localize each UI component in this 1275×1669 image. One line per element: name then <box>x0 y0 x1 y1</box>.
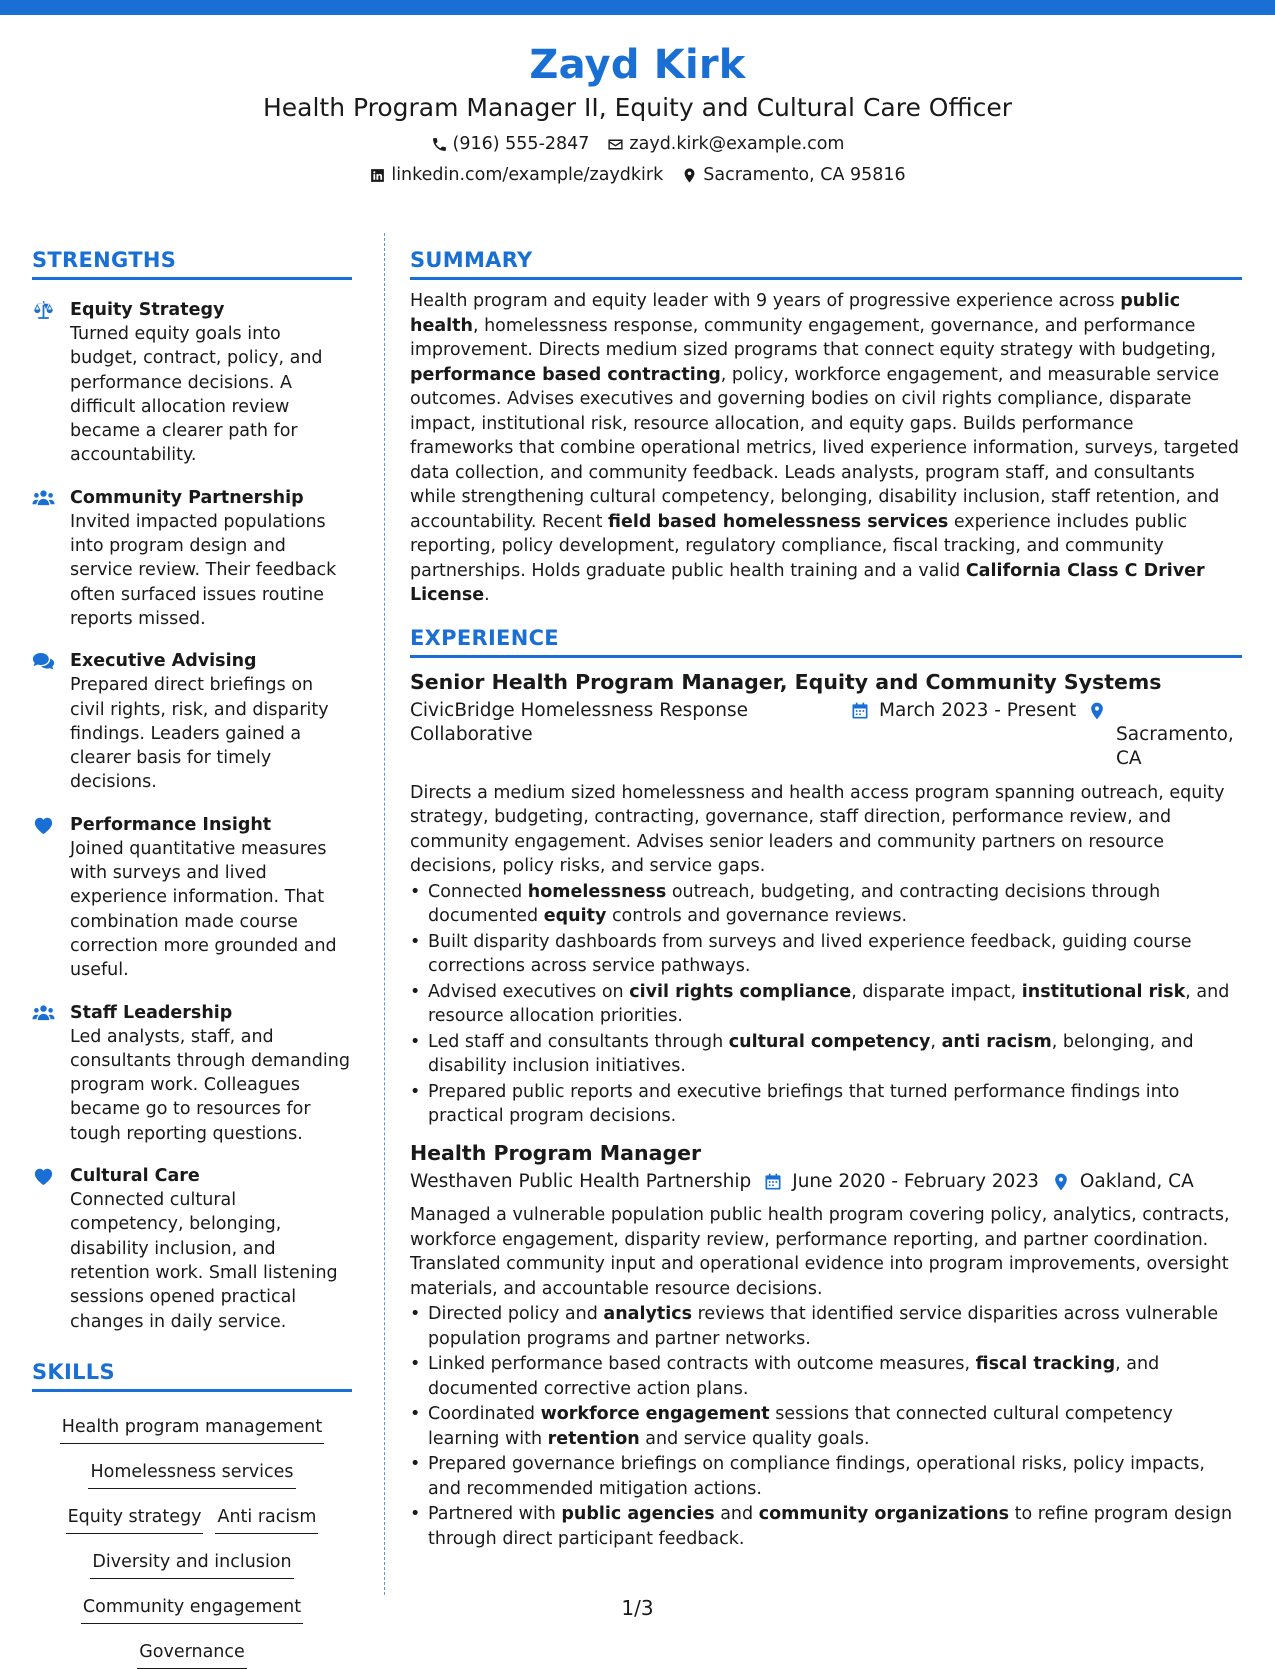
strength-item <box>32 1001 352 1146</box>
contact-email[interactable] <box>607 134 844 154</box>
role-dates <box>850 699 1087 724</box>
bullet-item: • Connected homelessness outreach, budgeting, and contracting decisions through documented equity controls and governance reviews. <box>410 880 1242 929</box>
role-bullets <box>410 880 1242 1129</box>
strength-item <box>32 298 352 468</box>
linkedin-text: linkedin.com/example/zaydkirk <box>391 165 664 185</box>
skill-row <box>66 1505 319 1534</box>
role-dates-text: June 2020 - February 2023 <box>792 1170 1039 1192</box>
emphasis-text: equity <box>543 906 607 926</box>
comments-icon <box>32 651 55 671</box>
role-location <box>1051 1170 1194 1195</box>
contact-linkedin[interactable] <box>369 165 663 185</box>
page-number: 1/3 <box>621 1596 654 1620</box>
strength-title: Performance Insight <box>70 814 272 835</box>
experience-role <box>410 668 1242 1129</box>
strength-item <box>32 486 352 631</box>
role-title: Health Program Manager <box>410 1140 702 1165</box>
emphasis-text: retention <box>547 1428 640 1449</box>
users-icon <box>32 1003 55 1023</box>
bullet-item: • Directed policy and analytics reviews that identified service disparities across vulnerable population programs and partner networks. <box>410 1302 1242 1351</box>
role-location-text: Oakland, CA <box>1079 1170 1194 1192</box>
skill-row <box>90 1550 293 1579</box>
experience-role <box>410 1139 1242 1552</box>
strength-title: Staff Leadership <box>70 1002 233 1023</box>
strength-title: Community Partnership <box>70 487 304 508</box>
strength-desc: Turned equity goals into budget, contract, policy, and performance decisions. A difficult allocation review became a clearer path for accountability. <box>70 324 323 466</box>
scale-icon <box>32 300 55 320</box>
emphasis-text: performance based contracting <box>410 364 721 385</box>
bullet-item: • Prepared public reports and executive briefings that turned performance findings into practical program decisions. <box>410 1080 1242 1129</box>
heart-icon <box>32 1166 55 1186</box>
emphasis-text: public health <box>410 291 1181 336</box>
role-desc: Managed a vulnerable population public health program covering policy, analytics, contracts, workforce engagement, disparity review, performance reporting, and partner coordination. Translated community input and operational evidence into program improvements, oversight materials, and accountable resource decisions. <box>410 1205 1230 1299</box>
column-divider <box>384 233 385 1595</box>
phone-icon <box>431 136 448 153</box>
strength-title: Equity Strategy <box>70 300 225 320</box>
skill-tag: Diversity and inclusion <box>90 1550 293 1579</box>
envelope-icon <box>607 136 624 153</box>
contact-row-2 <box>0 165 1275 185</box>
calendar-icon <box>850 701 870 721</box>
calendar-icon <box>763 1172 783 1192</box>
summary-heading: SUMMARY <box>410 248 1242 280</box>
emphasis-text: public agencies <box>561 1504 715 1524</box>
emphasis-text: California Class C Driver License <box>410 560 1205 605</box>
phone-text: (916) 555-2847 <box>452 134 590 154</box>
role-bullets <box>410 1302 1242 1551</box>
bullet-item: • Partnered with public agencies and community organizations to refine program design through direct participant feedback. <box>410 1502 1242 1551</box>
strength-title: Executive Advising <box>70 651 257 672</box>
bullet-item: • Coordinated workforce engagement sessions that connected cultural competency learning with retention and service quality goals. <box>410 1402 1242 1451</box>
skill-tag: Equity strategy <box>66 1505 204 1534</box>
role-dates <box>763 1170 1039 1195</box>
emphasis-text: cultural competency <box>728 1031 931 1052</box>
role-dates-text: March 2023 - Present <box>879 699 1077 721</box>
skills-heading: SKILLS <box>32 1360 352 1392</box>
heart-icon <box>32 815 55 835</box>
left-column <box>32 248 352 1669</box>
emphasis-text: workforce engagement <box>540 1404 770 1424</box>
emphasis-text: homelessness <box>527 881 667 902</box>
contact-location <box>681 165 905 185</box>
skill-tag: Homelessness services <box>88 1460 295 1489</box>
skill-tag: Governance <box>137 1640 247 1669</box>
strength-item <box>32 649 352 794</box>
role-desc: Directs a medium sized homelessness and health access program spanning outreach, equity strategy, budgeting, contracting, governance, staff direction, performance review, and community engagement. Advises senior leaders and community partners on resource decisions, policy risks, and service gaps. <box>410 782 1225 876</box>
skill-tag: Community engagement <box>81 1595 303 1624</box>
emphasis-text: institutional risk <box>1021 981 1186 1002</box>
role-company: Westhaven Public Health Partnership <box>410 1170 752 1192</box>
bullet-item: • Led staff and consultants through cultural competency, anti racism, belonging, and disability inclusion initiatives. <box>410 1030 1242 1079</box>
emphasis-text: civil rights compliance <box>629 981 852 1002</box>
strength-desc: Invited impacted populations into program design and service review. Their feedback often surfaced issues routine reports missed. <box>70 511 337 629</box>
role-company: CivicBridge Homelessness Response Collaborative <box>410 699 749 745</box>
candidate-title: Health Program Manager II, Equity and Cultural Care Officer <box>262 93 1013 122</box>
role-meta <box>410 1170 1242 1195</box>
skill-row <box>137 1640 247 1669</box>
users-icon <box>32 488 55 508</box>
candidate-name: Zayd Kirk <box>529 42 746 88</box>
linkedin-icon <box>369 167 386 184</box>
bullet-item: • Built disparity dashboards from surveys and lived experience feedback, guiding course corrections across service pathways. <box>410 930 1242 979</box>
emphasis-text: fiscal tracking <box>975 1354 1116 1374</box>
emphasis-text: community organizations <box>758 1504 1010 1524</box>
bullet-item: • Prepared governance briefings on compliance findings, operational risks, policy impacts, and recommended mitigation actions. <box>410 1452 1242 1501</box>
role-title: Senior Health Program Manager, Equity and Community Systems <box>410 669 1162 694</box>
contact-phone[interactable] <box>431 134 590 154</box>
map-pin-icon <box>1051 1172 1071 1192</box>
strength-title: Cultural Care <box>70 1166 200 1187</box>
summary-text: Health program and equity leader with 9 years of progressive experience across public health, homelessness response, community engagement, governance, and performance improvement. Directs medium sized programs that connect equity strategy with budgeting, performance based contracting, policy, workforce engagement, and measurable service outcomes. Advises executives and governing bodies on civil rights compliance, disparate impact, institutional risk, resource allocation, and equity gaps. Builds performance frameworks that combine operational metrics, lived experience information, surveys, targeted data collection, and community feedback. Leads analysts, program staff, and consultants while strengthening cultural competency, belonging, disability inclusion, staff retention, and accountability. Recent field based homelessness services experience includes public reporting, policy development, regulatory compliance, fiscal tracking, and community partnerships. Holds graduate public health training and a valid California Class C Driver License. <box>410 291 1239 605</box>
experience-section <box>410 626 1242 1552</box>
strength-item <box>32 813 352 983</box>
bullet-item: • Linked performance based contracts with outcome measures, fiscal tracking, and documented corrective action plans. <box>410 1352 1242 1401</box>
skill-row <box>88 1460 295 1489</box>
skill-tag: Anti racism <box>215 1505 318 1534</box>
experience-heading: EXPERIENCE <box>410 626 1242 658</box>
strength-desc: Joined quantitative measures with surveys and lived experience information. That combination made course correction more grounded and useful. <box>70 838 337 981</box>
bullet-item: • Advised executives on civil rights compliance, disparate impact, institutional risk, and resource allocation priorities. <box>410 980 1242 1029</box>
skill-tag: Health program management <box>60 1415 325 1444</box>
role-location <box>1087 699 1234 772</box>
top-accent-bar <box>0 0 1275 15</box>
skills-list <box>32 1404 352 1669</box>
role-meta <box>410 699 1242 772</box>
map-pin-icon <box>1087 701 1107 721</box>
right-column <box>410 248 1242 1552</box>
contact-row-1 <box>0 134 1275 154</box>
emphasis-text: analytics <box>603 1304 693 1324</box>
strengths-heading: STRENGTHS <box>32 248 352 280</box>
emphasis-text: anti racism <box>941 1031 1052 1052</box>
emphasis-text: field based homelessness services <box>608 511 949 532</box>
skill-row <box>60 1415 325 1444</box>
email-text: zayd.kirk@example.com <box>629 134 845 154</box>
strength-desc: Prepared direct briefings on civil rights, risk, and disparity findings. Leaders gained a clearer basis for timely decisions. <box>70 675 329 793</box>
strength-item <box>32 1164 352 1334</box>
strength-desc: Connected cultural competency, belonging, disability inclusion, and retention work. Small listening sessions opened practical changes in daily service. <box>70 1190 338 1332</box>
strength-desc: Led analysts, staff, and consultants through demanding program work. Colleagues became go to resources for tough reporting questions. <box>70 1026 350 1144</box>
role-location-text: Sacramento, CA <box>1116 723 1234 769</box>
location-text: Sacramento, CA 95816 <box>703 165 906 185</box>
map-pin-icon <box>681 167 698 184</box>
